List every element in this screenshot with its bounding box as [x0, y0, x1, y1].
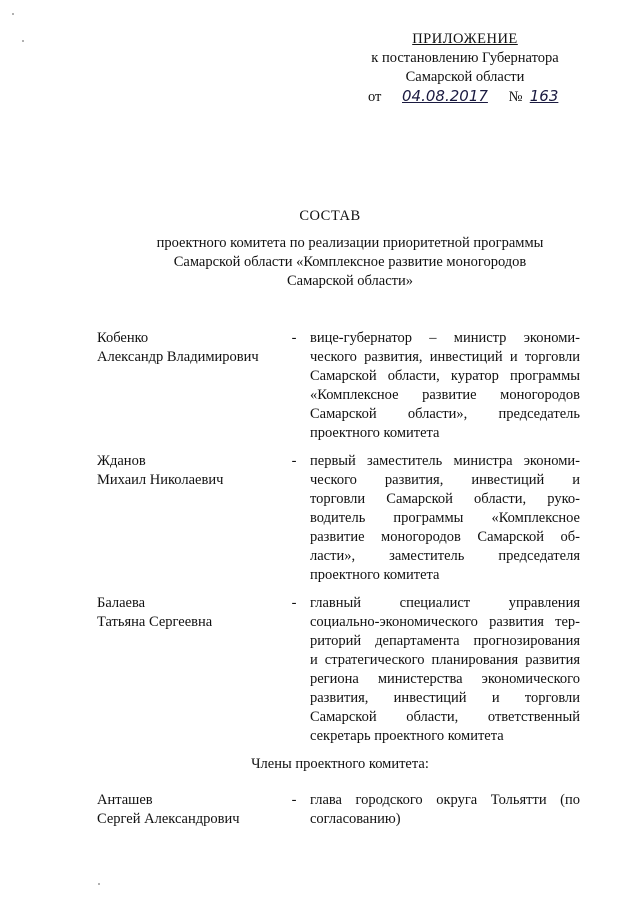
- handwritten-date: 04.08.2017: [402, 87, 488, 105]
- role-line: проектного комитета: [310, 425, 440, 441]
- role-line: глава городского округа Тольятти (по: [310, 792, 580, 808]
- role-line: вице-губернатор – министр экономи-: [310, 330, 580, 346]
- separator-dash: -: [291, 453, 297, 469]
- member-surname: Балаева: [97, 595, 146, 611]
- member-role: [310, 594, 580, 746]
- role-line: «Комплексное развитие моногородов: [310, 387, 580, 403]
- scan-speck: [98, 883, 100, 885]
- member-given-names: Александр Владимирович: [97, 349, 259, 365]
- from-label: от: [367, 89, 382, 105]
- role-line: социально-экономического развития тер-: [310, 614, 580, 630]
- member-entry: [97, 594, 587, 754]
- scan-speck: [22, 40, 24, 42]
- role-line: развитие моногородов Самарской об-: [310, 529, 580, 545]
- role-line: главный специалист управления: [310, 595, 580, 611]
- role-line: согласованию): [310, 811, 401, 827]
- member-given-names: Михаил Николаевич: [97, 472, 224, 488]
- member-role: [310, 791, 580, 829]
- member-name: [97, 594, 287, 632]
- appendix-line-1: к постановлению Губернатора: [371, 50, 559, 66]
- section-title: Члены проектного комитета:: [251, 756, 429, 772]
- role-line: водитель программы «Комплексное: [310, 510, 580, 526]
- document-subtitle: [100, 234, 600, 291]
- scan-speck: [12, 13, 14, 15]
- member-given-names: Татьяна Сергеевна: [97, 614, 213, 630]
- subtitle-line: Самарской области «Комплексное развитие моногородов: [173, 254, 527, 270]
- role-line: ческого развития, инвестиций и: [310, 472, 580, 488]
- member-entry: [97, 452, 587, 592]
- appendix-title: ПРИЛОЖЕНИЕ: [412, 31, 518, 47]
- separator-dash: -: [291, 330, 297, 346]
- role-line: ласти», заместитель председателя: [310, 548, 580, 564]
- role-line: развития, инвестиций и торговли: [310, 690, 580, 706]
- subtitle-line: проектного комитета по реализации приоритетной программы: [156, 235, 544, 251]
- role-line: Самарской области», председатель: [310, 406, 580, 422]
- member-surname: Жданов: [97, 453, 146, 469]
- separator-dash: -: [291, 792, 297, 808]
- member-role: [310, 452, 580, 585]
- role-line: секретарь проектного комитета: [310, 728, 504, 744]
- member-given-names: Сергей Александрович: [97, 811, 240, 827]
- appendix-date-line: [340, 87, 590, 107]
- role-line: первый заместитель министра экономи-: [310, 453, 580, 469]
- role-line: Самарской области, куратор программы: [310, 368, 580, 384]
- member-surname: Анташев: [97, 792, 153, 808]
- member-surname: Кобенко: [97, 330, 149, 346]
- document-title: СОСТАВ: [299, 208, 361, 224]
- handwritten-number: 163: [529, 87, 559, 105]
- role-line: Самарской области, ответственный: [310, 709, 580, 725]
- role-line: региона министерства экономического: [310, 671, 580, 687]
- role-line: торговли Самарской области, руко-: [310, 491, 580, 507]
- role-line: риторий департамента прогнозирования: [310, 633, 580, 649]
- member-entry: [97, 329, 587, 449]
- member-entry: [97, 791, 587, 831]
- member-name: [97, 452, 287, 490]
- role-line: ческого развития, инвестиций и торговли: [310, 349, 580, 365]
- appendix-line-2: Самарской области: [405, 69, 525, 85]
- role-line: проектного комитета: [310, 567, 440, 583]
- number-label: №: [508, 89, 523, 105]
- appendix-block: [340, 30, 590, 107]
- subtitle-line: Самарской области»: [287, 273, 413, 289]
- member-role: [310, 329, 580, 443]
- separator-dash: -: [291, 595, 297, 611]
- role-line: и стратегического планирования развития: [310, 652, 580, 668]
- member-name: [97, 329, 287, 367]
- member-name: [97, 791, 287, 829]
